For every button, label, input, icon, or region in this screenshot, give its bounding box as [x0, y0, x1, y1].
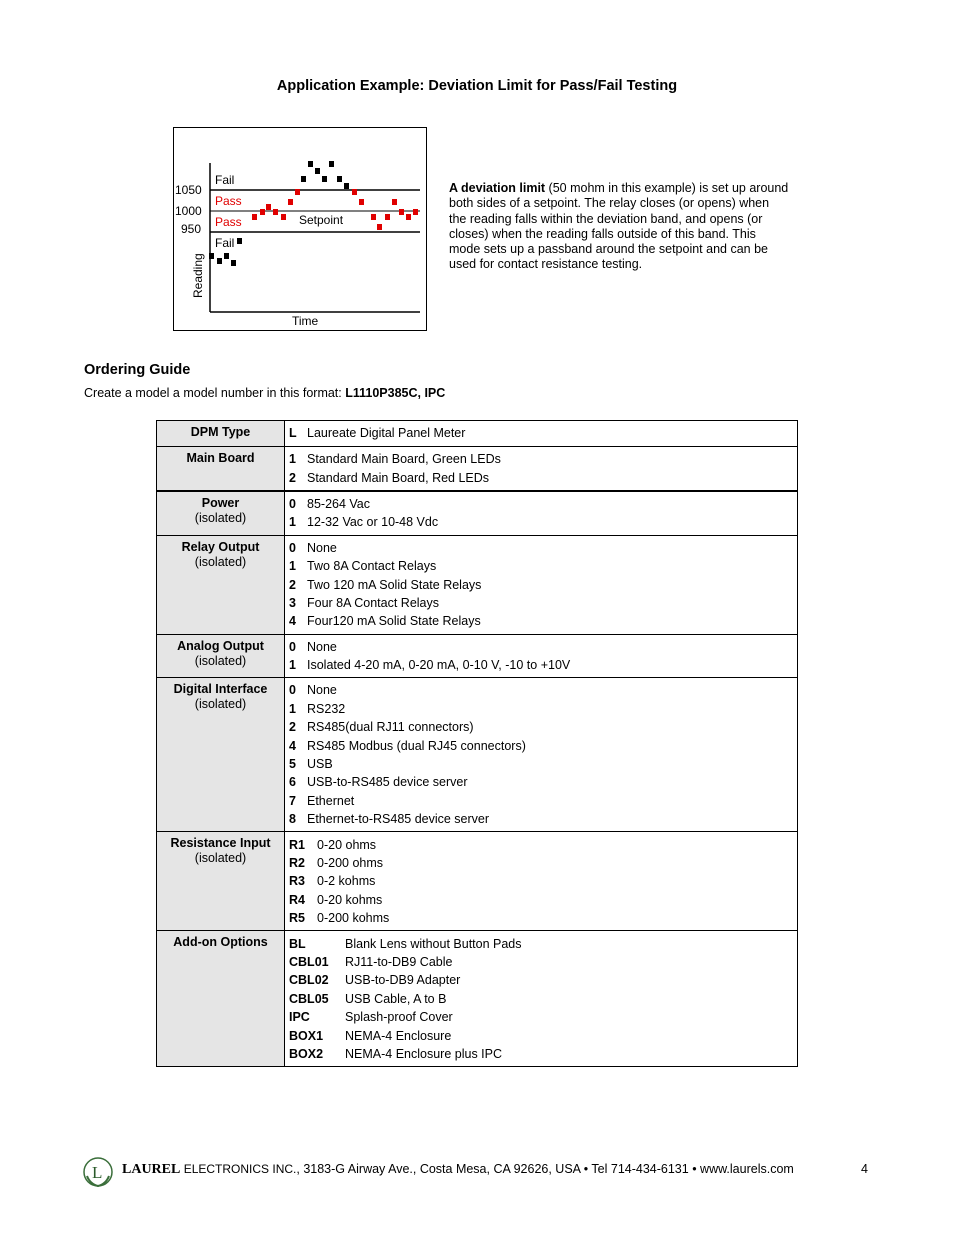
- option-desc: Two 120 mA Solid State Relays: [307, 577, 482, 592]
- option-code: 1: [289, 701, 296, 716]
- ordering-row: [157, 491, 798, 535]
- point: [337, 176, 342, 182]
- ordering-row: [157, 421, 798, 447]
- ordering-table: [156, 420, 798, 1067]
- point: [217, 258, 222, 264]
- ordering-options: [285, 491, 798, 535]
- option-item: [289, 700, 793, 718]
- ordering-row: [157, 931, 798, 1067]
- ordering-options: [285, 931, 798, 1067]
- page-title: Application Example: Deviation Limit for Pass/Fail Testing: [276, 78, 678, 94]
- category-name: Relay Output: [181, 539, 260, 554]
- option-item: [289, 612, 793, 630]
- option-item: [289, 971, 793, 989]
- option-item: [289, 557, 793, 575]
- point: [281, 214, 286, 220]
- fail-points-high: [301, 161, 349, 189]
- option-code: 0: [289, 540, 296, 555]
- point: [406, 214, 411, 220]
- point: [344, 183, 349, 189]
- option-code: 4: [289, 614, 296, 629]
- option-item: [289, 450, 793, 468]
- ordering-category: [157, 447, 285, 491]
- zone-label-fail-lower: Fail: [215, 236, 235, 250]
- option-code: 1: [289, 658, 296, 673]
- zone-label-fail-upper: Fail: [215, 173, 235, 187]
- y-tick-1050: 1050: [175, 183, 202, 197]
- category-name: DPM Type: [190, 425, 251, 439]
- option-desc: Splash-proof Cover: [345, 1010, 453, 1025]
- option-desc: RJ11-to-DB9 Cable: [345, 954, 453, 969]
- option-desc: Standard Main Board, Red LEDs: [307, 470, 490, 485]
- option-desc: 0-2 kohms: [317, 874, 376, 889]
- option-item: [289, 594, 793, 612]
- option-desc: 12-32 Vac or 10-48 Vdc: [307, 515, 439, 530]
- ordering-options: [285, 634, 798, 678]
- category-sub: (isolated): [194, 510, 247, 525]
- page-number: 4: [861, 1162, 868, 1176]
- model-prefix: Create a model a model number in this format:: [84, 386, 346, 400]
- option-desc: RS485 Modbus (dual RJ45 connectors): [307, 738, 526, 753]
- option-code: 0: [289, 639, 296, 654]
- option-item: [289, 656, 793, 674]
- option-item: [289, 773, 793, 791]
- point: [273, 209, 278, 215]
- option-desc: RS232: [307, 701, 346, 716]
- option-desc: Isolated 4-20 mA, 0-20 mA, 0-10 V, -10 to +10V: [307, 658, 571, 673]
- option-desc: None: [307, 683, 337, 698]
- option-desc: NEMA-4 Enclosure: [345, 1028, 452, 1043]
- option-desc: RS485(dual RJ11 connectors): [307, 720, 474, 735]
- ordering-category: [157, 678, 285, 832]
- description-lead: A deviation limit: [449, 181, 546, 195]
- point: [359, 199, 364, 205]
- option-item: [289, 736, 793, 754]
- point: [413, 209, 418, 215]
- option-code: 4: [289, 738, 296, 753]
- point: [260, 209, 265, 215]
- ordering-category: [157, 535, 285, 634]
- option-item: [289, 539, 793, 557]
- option-desc: Two 8A Contact Relays: [307, 559, 437, 574]
- ordering-category: [157, 491, 285, 535]
- option-item: [289, 575, 793, 593]
- point: [252, 214, 257, 220]
- option-code: BOX1: [289, 1028, 324, 1043]
- ordering-options: [285, 678, 798, 832]
- point: [224, 253, 229, 259]
- option-item: [289, 909, 793, 927]
- deviation-chart-svg: [174, 128, 428, 332]
- category-sub: (isolated): [194, 851, 247, 866]
- point: [237, 238, 242, 244]
- point: [266, 204, 271, 210]
- footer-company: ELECTRONICS INC.: [180, 1162, 297, 1176]
- point: [288, 199, 293, 205]
- option-item: [289, 718, 793, 736]
- ordering-options: [285, 832, 798, 931]
- point: [392, 199, 397, 205]
- chart-description: [449, 181, 789, 273]
- ordering-category: [157, 634, 285, 678]
- option-code: 8: [289, 812, 296, 827]
- option-desc: None: [307, 540, 337, 555]
- y-tick-1000: 1000: [175, 204, 202, 218]
- category-name: Add-on Options: [173, 935, 268, 950]
- logo-letter: L: [92, 1163, 103, 1182]
- point: [399, 209, 404, 215]
- category-name: Power: [201, 495, 240, 510]
- ordering-row: [157, 634, 798, 678]
- x-axis-label: Time: [292, 314, 319, 328]
- ordering-category: [157, 931, 285, 1067]
- ordering-options: [285, 535, 798, 634]
- model-example: L1110P385C, IPC: [345, 386, 446, 400]
- ordering-category: [157, 832, 285, 931]
- option-item: [289, 891, 793, 909]
- option-code: 1: [289, 452, 296, 467]
- point: [377, 224, 382, 230]
- footer-brand: LAUREL: [122, 1162, 181, 1177]
- ordering-category: [157, 421, 285, 447]
- option-code: CBL05: [289, 991, 329, 1006]
- option-desc: NEMA-4 Enclosure plus IPC: [345, 1046, 503, 1061]
- option-item: [289, 681, 793, 699]
- category-name: Analog Output: [177, 638, 264, 653]
- option-code: BOX2: [289, 1046, 324, 1061]
- option-code: BL: [289, 936, 306, 951]
- category-name: Resistance Input: [170, 836, 271, 851]
- ordering-row: [157, 447, 798, 491]
- option-desc: 0-200 kohms: [317, 911, 390, 926]
- option-item: [289, 424, 793, 442]
- option-code: IPC: [289, 1010, 310, 1025]
- option-code: R5: [289, 911, 305, 926]
- footer-text: [122, 1162, 794, 1178]
- option-item: [289, 513, 793, 531]
- category-sub: (isolated): [194, 554, 247, 569]
- option-code: CBL01: [289, 954, 329, 969]
- option-desc: 0-200 ohms: [317, 856, 384, 870]
- point: [322, 176, 327, 182]
- option-code: R4: [289, 892, 305, 907]
- option-item: [289, 854, 793, 872]
- option-item: [289, 835, 793, 853]
- option-desc: USB-to-RS485 device server: [307, 775, 468, 790]
- footer-address: , 3183-G Airway Ave., Costa Mesa, CA 92626, USA • Tel 714-434-6131 • www.laurels.com: [296, 1162, 794, 1176]
- y-axis-label: Reading: [191, 253, 205, 298]
- laurel-logo-icon: [82, 1156, 114, 1188]
- option-item: [289, 1045, 793, 1063]
- ordering-options: [285, 421, 798, 447]
- point: [301, 176, 306, 182]
- option-desc: Blank Lens without Button Pads: [345, 936, 522, 951]
- option-code: 0: [289, 496, 296, 511]
- option-desc: 0-20 kohms: [317, 892, 383, 907]
- option-code: 0: [289, 683, 296, 698]
- point: [209, 253, 214, 259]
- point: [295, 189, 300, 195]
- y-tick-950: 950: [181, 222, 202, 236]
- option-code: 2: [289, 720, 296, 735]
- option-code: R2: [289, 856, 305, 870]
- ordering-row: [157, 535, 798, 634]
- option-desc: Ethernet: [307, 793, 355, 808]
- option-item: [289, 953, 793, 971]
- option-item: [289, 792, 793, 810]
- setpoint-label: Setpoint: [299, 213, 344, 227]
- zone-label-pass-upper: Pass: [215, 194, 242, 208]
- option-code: 7: [289, 793, 296, 808]
- option-code: CBL02: [289, 973, 329, 988]
- option-desc: Ethernet-to-RS485 device server: [307, 812, 490, 827]
- point: [371, 214, 376, 220]
- option-desc: USB Cable, A to B: [345, 991, 447, 1006]
- point: [315, 168, 320, 174]
- option-code: 2: [289, 577, 296, 592]
- option-desc: 0-20 ohms: [317, 837, 377, 852]
- option-code: 3: [289, 595, 296, 610]
- point: [231, 260, 236, 266]
- option-item: [289, 468, 793, 486]
- option-item: [289, 934, 793, 952]
- option-desc: Four120 mA Solid State Relays: [307, 614, 481, 629]
- ordering-row: [157, 832, 798, 931]
- option-code: L: [289, 426, 297, 441]
- point: [385, 214, 390, 220]
- option-desc: Standard Main Board, Green LEDs: [307, 452, 501, 467]
- point: [329, 161, 334, 167]
- option-code: R3: [289, 874, 305, 889]
- option-code: 5: [289, 757, 296, 772]
- description-body: (50 mohm in this example) is set up around both sides of a setpoint. The relay closes (or opens) when the reading falls within the deviation band, and opens (or closes) when the reading falls outside of this band. This mode sets up a passband around the setpoint and can be used for contact resistance testing.: [449, 181, 789, 272]
- point: [308, 161, 313, 167]
- deviation-chart: [173, 127, 427, 331]
- option-code: 1: [289, 559, 296, 574]
- category-sub: (isolated): [194, 653, 247, 668]
- footer: [80, 1156, 880, 1188]
- option-code: 2: [289, 470, 296, 485]
- option-desc: USB: [307, 757, 333, 772]
- option-desc: None: [307, 639, 337, 654]
- option-item: [289, 1008, 793, 1026]
- category-name: Main Board: [186, 451, 255, 465]
- option-item: [289, 755, 793, 773]
- option-item: [289, 872, 793, 890]
- option-item: [289, 810, 793, 828]
- option-code: 1: [289, 515, 296, 530]
- option-item: [289, 495, 793, 513]
- option-code: 6: [289, 775, 296, 790]
- option-item: [289, 990, 793, 1008]
- option-code: R1: [289, 837, 305, 852]
- option-desc: 85-264 Vac: [307, 496, 371, 511]
- point: [352, 189, 357, 195]
- option-desc: USB-to-DB9 Adapter: [345, 973, 461, 988]
- zone-label-pass-lower: Pass: [215, 215, 242, 229]
- category-name: Digital Interface: [173, 682, 268, 697]
- option-item: [289, 1026, 793, 1044]
- option-desc: Four 8A Contact Relays: [307, 595, 440, 610]
- ordering-options: [285, 447, 798, 491]
- ordering-heading: Ordering Guide: [84, 362, 191, 378]
- option-item: [289, 638, 793, 656]
- model-format-line: [84, 386, 445, 400]
- option-desc: Laureate Digital Panel Meter: [307, 426, 466, 441]
- ordering-row: [157, 678, 798, 832]
- category-sub: (isolated): [194, 697, 247, 712]
